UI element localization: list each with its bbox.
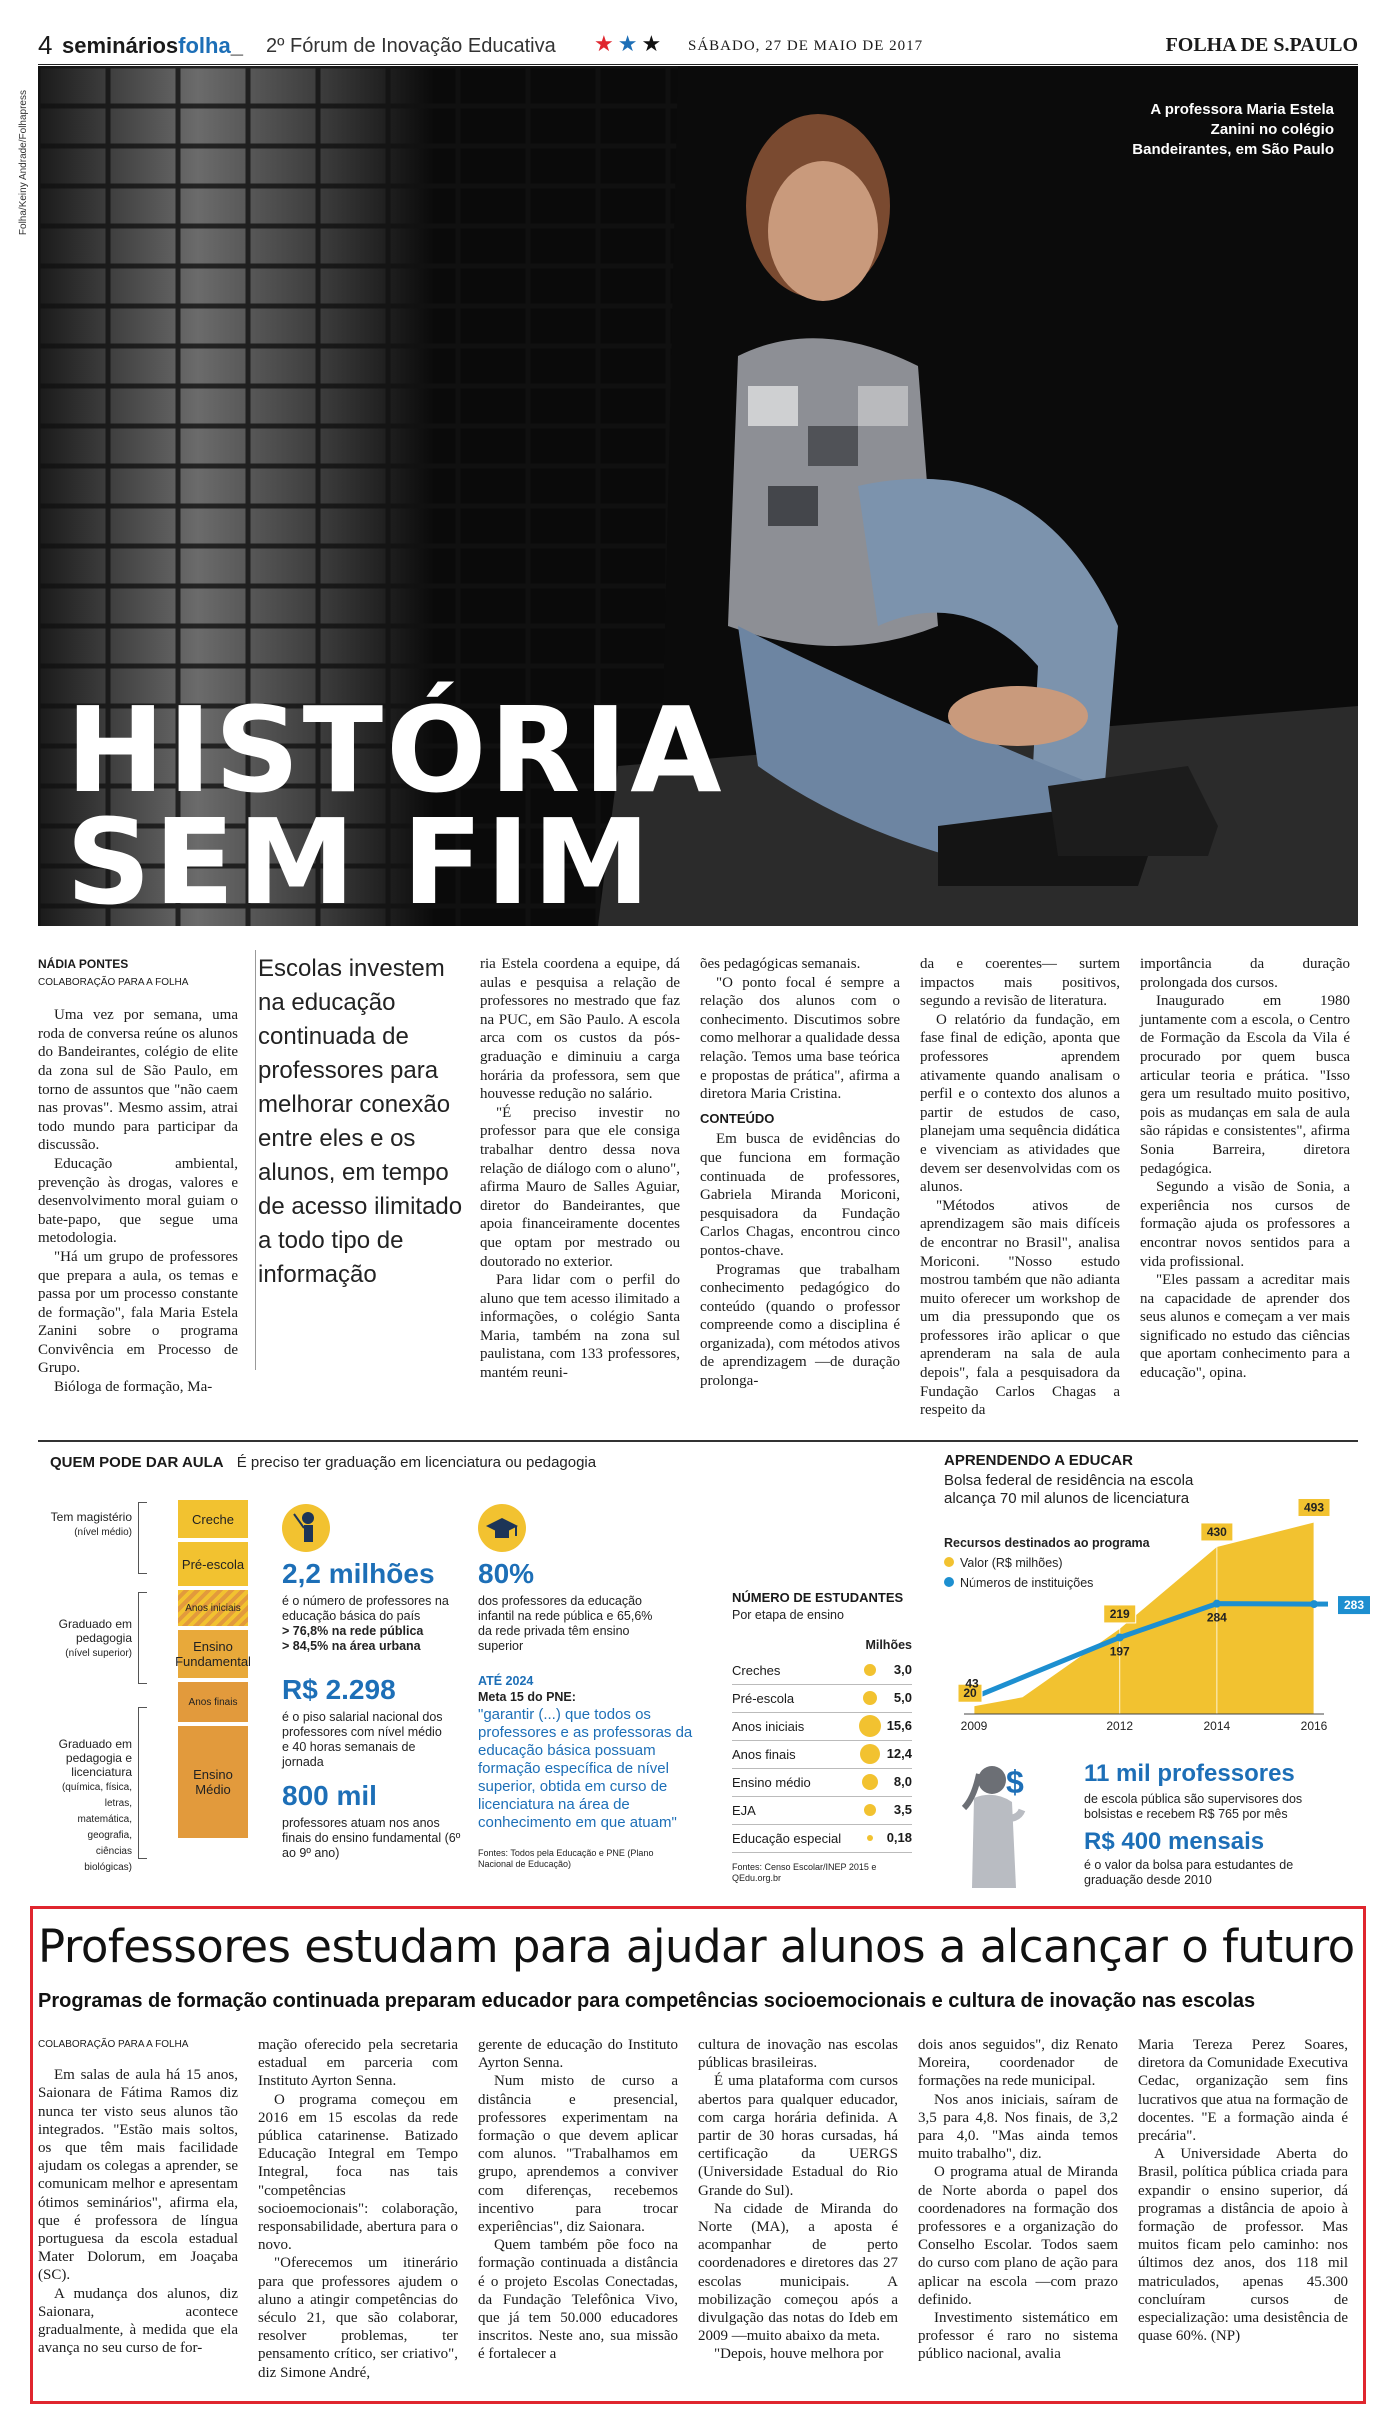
table-row bbox=[732, 1770, 912, 1797]
paragraph: O programa atual de Miranda de Norte aborda o papel dos coordenadores na formação dos professores e a organização do Conselho Escolar. Todos saem do curso com plano de ação para aplicar na escola —com prazo definido. bbox=[918, 2164, 1118, 2308]
paragraph: Inaugurado em 1980 juntamente com a escola, o Centro de Formação da Escola da Vila é procurado por quem busca articular teoria e prática. "Isso gera um resultado muito positivo, pois as mudanças em sala de aula são rápidas e consistentes", afirma Sonia Barreira, diretora pedagógica. bbox=[1140, 993, 1350, 1177]
article1-col4 bbox=[920, 955, 1120, 1420]
article2-byline-role: COLABORAÇÃO PARA A FOLHA bbox=[38, 2039, 189, 2050]
block-pre-escola: Pré-escola bbox=[178, 1542, 248, 1586]
paragraph: importância da duração prolongada dos cursos. bbox=[1140, 956, 1350, 991]
paragraph: O programa começou em 2016 em 15 escolas da rede pública catarinense. Batizado Educação Integral em Tempo Integral, foca nas tais "competências socioemocionais": colaboração, responsabilidade, abertura para o novo. bbox=[258, 2091, 458, 2254]
article1-col2 bbox=[480, 955, 680, 1383]
paragraph: "Eles passam a acreditar mais na capacidade de aprender dos seus alunos e começam a ver mais significado no estudo das ciências que aportam conhecimento para a educação", opina. bbox=[1140, 1272, 1350, 1382]
value-dot bbox=[862, 1774, 879, 1791]
group-label-3-text: Graduado em pedagogia e licenciatura bbox=[58, 1737, 132, 1779]
pull-quote: Escolas investem na educação continuada de professores para melhorar conexão entre eles e os alunos, em tempo de acesso ilimitado a todo tipo de informação bbox=[258, 955, 463, 1288]
page-header bbox=[38, 30, 1358, 65]
row-name: Creches bbox=[732, 1663, 781, 1678]
group-label-1-text: Tem magistério bbox=[50, 1510, 132, 1524]
paragraph: Em salas de aula há 15 anos, Saionara de Fátima Ramos diz nunca ter visto seus alunos tão integrados. "Estão mais soltos, os que têm mais facilidade ajudam os colegas a aprender, se comunicam melhor e apresentam ótimos seminários", afirma ela, que é professora de língua portuguesa da escola estadual Mater Dolorum, em Joaçaba (SC). bbox=[38, 2067, 238, 2284]
row-value: 3,0 bbox=[893, 1662, 912, 1677]
woman-illustration bbox=[954, 1758, 1034, 1888]
paragraph: Quem também põe foco na formação continuada a distância é o projeto Escolas Conectadas, da Fundação Telefônica Vivo, que já tem 50.000 educadores inscritos. Neste ano, sua missão é fortalecer a bbox=[478, 2237, 678, 2363]
institution-label: 197 bbox=[1109, 1644, 1130, 1659]
line-area-chart bbox=[944, 1452, 1365, 1752]
page-number: 4 bbox=[38, 30, 53, 60]
paragraph: "Há um grupo de professores que prepara a aula, os temas e passa por um processo constante de formação", fala Maria Estela Zanini sobre o programa Convivência em Processo de Grupo. bbox=[38, 1248, 238, 1377]
stat-11mil-text: de escola pública são supervisores dos bolsistas e recebem R$ 765 por mês bbox=[1084, 1792, 1303, 1821]
value-dot bbox=[859, 1715, 881, 1737]
value-label: 430 bbox=[1206, 1524, 1227, 1539]
value-dot bbox=[860, 1744, 880, 1764]
bracket-1 bbox=[138, 1502, 147, 1574]
group-label-3-sub: (química, física, letras, matemática, geografia, ciências biológicas) bbox=[61, 1782, 132, 1873]
chart-title: Recursos destinados ao programa bbox=[944, 1536, 1150, 1550]
row-name: Ensino médio bbox=[732, 1775, 811, 1790]
x-tick-label: 2012 bbox=[1106, 1719, 1134, 1733]
stat-800mil: 800 mil bbox=[282, 1780, 377, 1811]
institution-label: 284 bbox=[1206, 1610, 1227, 1625]
x-tick-label: 2016 bbox=[1300, 1719, 1328, 1733]
table-title: NÚMERO DE ESTUDANTES bbox=[732, 1590, 904, 1605]
stat-professores-desc: é o número de professores na educação básica do país bbox=[282, 1594, 449, 1623]
article2-col2 bbox=[258, 2036, 458, 2382]
paragraph: cultura de inovação nas escolas públicas brasileiras. bbox=[698, 2037, 898, 2072]
right-subtitle: Bolsa federal de residência na escola alcança 70 mil alunos de licenciatura bbox=[944, 1472, 1194, 1507]
stat-professores-text bbox=[282, 1594, 472, 1654]
value-dot bbox=[867, 1835, 873, 1841]
infographic-rule bbox=[38, 1440, 1358, 1442]
line-point bbox=[1116, 1633, 1124, 1641]
group-label-2-sub: (nível superior) bbox=[65, 1648, 132, 1659]
stat-80pct-text: dos professores da educação infantil na rede pública e 65,6% da rede privada têm ensino superior bbox=[478, 1594, 653, 1653]
headline bbox=[66, 681, 725, 931]
byline: NÁDIA PONTES bbox=[38, 957, 129, 971]
value-dot bbox=[864, 1664, 876, 1676]
legend-institutions-text: Números de instituições bbox=[960, 1576, 1094, 1590]
paragraph: Programas que trabalham conhecimento pedagógico do conteúdo (quando o professor compreende como a disciplina é organizada), com métodos ativos de aprendizagem —de duração prolonga- bbox=[700, 1261, 900, 1390]
row-name: Anos iniciais bbox=[732, 1719, 805, 1734]
value-dot bbox=[863, 1691, 877, 1705]
info-title-row bbox=[50, 1452, 596, 1471]
stat-400: R$ 400 mensais bbox=[1084, 1828, 1265, 1855]
section-name bbox=[62, 33, 243, 59]
table-row bbox=[732, 1714, 912, 1741]
article2-col4 bbox=[698, 2036, 898, 2364]
photo-caption: A professora Maria Estela Zanini no colégio Bandeirantes, em São Paulo bbox=[1132, 101, 1334, 158]
article2-col3 bbox=[478, 2036, 678, 2364]
group-label-2 bbox=[50, 1617, 132, 1661]
goal-year: ATÉ 2024 bbox=[478, 1674, 534, 1688]
stat-professores-b1: > 76,8% na rede pública bbox=[282, 1624, 424, 1638]
headline-line-1: HISTÓRIA bbox=[66, 681, 725, 819]
legend-value-text: Valor (R$ milhões) bbox=[960, 1556, 1063, 1570]
paragraph: A Universidade Aberta do Brasil, política pública criada para expandir o ensino superior, dá programas a distância de apoio à formação de professor. Mas muitos ficam pelo caminho: nos últimos dez anos, dos 118 mil matriculados, apenas 45.300 concluíram cursos de especialização: uma desistência de quase 60%. (NP) bbox=[1138, 2146, 1348, 2345]
infographic-right bbox=[944, 1452, 1365, 1892]
group-label-3 bbox=[50, 1737, 132, 1875]
article1-col3 bbox=[700, 955, 900, 1391]
paragraph: mação oferecido pela secretaria estadual em parceria com Instituto Ayrton Senna. bbox=[258, 2037, 458, 2090]
newspaper-name: FOLHA DE S.PAULO bbox=[1165, 34, 1358, 56]
paragraph: É uma plataforma com cursos abertos para qualquer educador, com carga horária definida. A partir de 30 horas cursadas, há certificação da UERGS (Universidade Estadual do Rio Grande do Sul). bbox=[698, 2073, 898, 2199]
table-row bbox=[732, 1686, 912, 1713]
table-subtitle: Por etapa de ensino bbox=[732, 1608, 844, 1622]
value-label: 219 bbox=[1109, 1606, 1130, 1621]
stars-icon: ★★★ bbox=[594, 32, 666, 57]
article2-title: Professores estudam para ajudar alunos a alcançar o futuro bbox=[38, 1920, 1355, 1973]
table-source: Fontes: Censo Escolar/INEP 2015 e QEdu.org.br bbox=[732, 1862, 877, 1883]
section-name-b: folha bbox=[178, 33, 231, 58]
paragraph: Para lidar com o perfil do aluno que tem acesso ilimitado a informações, o colégio Santa Maria, também na zona sul paulistana, com 133 professores, mantém reuni- bbox=[480, 1272, 680, 1382]
article2-deck: Programas de formação continuada preparam educador para competências socioemocionais e cultura de inovação nas escolas bbox=[38, 1990, 1256, 2012]
row-value: 12,4 bbox=[886, 1746, 912, 1761]
section-name-c: _ bbox=[230, 33, 243, 58]
paragraph: Uma vez por semana, uma roda de conversa reúne os alunos do Bandeirantes, colégio de elite da zona sul de São Paulo, em torno de assuntos que "não caem nas provas". Mesmo assim, atrai todo mundo para participar da discussão. bbox=[38, 1007, 238, 1154]
paragraph: "Métodos ativos de aprendizagem são mais difíceis de encontrar no Brasil", analisa Moriconi. "Nosso estudo mostrou também que não adianta muito oferecer um workshop de um dia pressupondo que os professores irão aplicar o que aprenderam na sala de aula depois", fala a pesquisadora da Fundação Carlos Chagas a respeito da bbox=[920, 1197, 1120, 1419]
graduation-cap-icon bbox=[478, 1504, 526, 1552]
paragraph: Educação ambiental, prevenção às drogas, valores e desenvolvimento moral guiam o bate-papo, que segue uma metodologia. bbox=[38, 1155, 238, 1247]
block-anos-iniciais: Anos iniciais bbox=[178, 1590, 248, 1626]
group-label-2-text: Graduado em pedagogia bbox=[58, 1617, 132, 1645]
dollar-icon: $ bbox=[1006, 1764, 1024, 1800]
paragraph: Nos anos iniciais, saíram de 3,5 para 4,8. Nos finais, de 3,2 para 4,0. "Mas ainda temos muito trabalho", diz. bbox=[918, 2091, 1118, 2163]
paragraph: da e coerentes— surtem impactos mais positivos, segundo a revisão de literatura. bbox=[920, 956, 1120, 1010]
row-name: Pré-escola bbox=[732, 1691, 795, 1706]
value-dot bbox=[864, 1804, 877, 1817]
article2-col1 bbox=[38, 2036, 238, 2357]
value-label: 20 bbox=[963, 1686, 977, 1701]
paragraph: O relatório da fundação, em fase final de edição, aponta que professores aprendem ativamente quando analisam o perfil e o contexto dos alunos a partir de estudos de caso, planejam uma sequência didática e vivenciam as atividades que devem ser desenvolvidas com os alunos. bbox=[920, 1011, 1120, 1196]
row-name: Anos finais bbox=[732, 1747, 796, 1762]
infographic-left bbox=[50, 1452, 710, 1892]
article1-col5 bbox=[1140, 955, 1350, 1383]
table-rows bbox=[732, 1658, 912, 1854]
table-unit: Milhões bbox=[865, 1638, 912, 1652]
line-point bbox=[1213, 1600, 1221, 1608]
paragraph: "O ponto focal é sempre a relação dos alunos com o conhecimento. Discutimos sobre como melhorar a qualidade dessa relação. Temos uma base teórica e propostas de prática", afirma a diretora Maria Cristina. bbox=[700, 974, 900, 1103]
stat-professores-b2: > 84,5% na área urbana bbox=[282, 1639, 421, 1653]
info-subtitle: É preciso ter graduação em licenciatura ou pedagogia bbox=[236, 1454, 597, 1471]
paragraph: dois anos seguidos", diz Renato Moreira, coordenador de formações na rede municipal. bbox=[918, 2037, 1118, 2090]
paragraph: Segundo a visão de Sonia, a experiência nos cursos de formação ajuda os professores a encontrar novos sentidos para a vida profissional. bbox=[1140, 1179, 1350, 1270]
info-title: QUEM PODE DAR AULA bbox=[50, 1454, 224, 1471]
stat-piso: R$ 2.298 bbox=[282, 1674, 396, 1705]
goal-label: Meta 15 do PNE: bbox=[478, 1690, 576, 1704]
right-title: APRENDENDO A EDUCAR bbox=[944, 1452, 1133, 1469]
forum-title: 2º Fórum de Inovação Educativa bbox=[266, 35, 556, 57]
article2-col6 bbox=[1138, 2036, 1348, 2345]
photo-credit: Folha/Keiny Andrade/Folhapress bbox=[18, 90, 29, 236]
group-label-1-sub: (nível médio) bbox=[74, 1527, 132, 1538]
headline-line-2: SEM FIM bbox=[66, 793, 654, 931]
block-anos-finais: Anos finais bbox=[178, 1682, 248, 1722]
row-name: Educação especial bbox=[732, 1831, 842, 1846]
teacher-icon bbox=[282, 1504, 330, 1552]
paragraph: Na cidade de Miranda do Norte (MA), a aposta é acompanhar de perto coordenadores e diretores das 27 escolas municipais. A mobilização começou após a divulgação das notas do Ideb em 2009 —muito abaixo da meta. bbox=[698, 2200, 898, 2345]
stat-11mil: 11 mil professores bbox=[1084, 1760, 1295, 1787]
paragraph: gerente de educação do Instituto Ayrton Senna. bbox=[478, 2037, 678, 2072]
feature-photo bbox=[38, 66, 1358, 931]
paragraph: Bióloga de formação, Ma- bbox=[54, 1379, 213, 1396]
table-row bbox=[732, 1826, 912, 1853]
x-tick-label: 2014 bbox=[1203, 1719, 1231, 1733]
article1-col1 bbox=[38, 955, 238, 1397]
paragraph: Em busca de evidências do que funciona em formação continuada de professores, Gabriela Miranda Moriconi, pesquisadora da Fundação Carlos Chagas, encontrou cinco pontos-chave. bbox=[700, 1131, 900, 1259]
value-label: 493 bbox=[1303, 1500, 1325, 1515]
paragraph: ões pedagógicas semanais. bbox=[700, 956, 861, 972]
students-table bbox=[732, 1590, 912, 1890]
table-row bbox=[732, 1798, 912, 1825]
goal-text: "garantir (...) que todos os professores e as professoras da educação básica possuam formação específica de nível superior, obtida em curso de licenciatura na área de conhecimento em que atuam" bbox=[478, 1706, 693, 1831]
block-creche: Creche bbox=[178, 1500, 248, 1538]
paragraph: Investimento sistemático em professor é raro no sistema público nacional, avalia bbox=[918, 2310, 1118, 2363]
left-source: Fontes: Todos pela Educação e PNE (Plano Nacional de Educação) bbox=[478, 1848, 654, 1869]
row-name: EJA bbox=[732, 1803, 756, 1818]
stat-400-text: é o valor da bolsa para estudantes de graduação desde 2010 bbox=[1084, 1858, 1294, 1887]
institution-label: 283 bbox=[1343, 1598, 1365, 1613]
block-fundamental: Ensino Fundamental bbox=[178, 1630, 248, 1678]
stat-800mil-text: professores atuam nos anos finais do ensino fundamental (6º ao 9º ano) bbox=[282, 1816, 461, 1860]
paragraph: Maria Tereza Perez Soares, diretora da Comunidade Executiva Cedac, organização sem fins lucrativos que atua na formação de docentes. "E a formação ainda é precária". bbox=[1138, 2037, 1348, 2145]
paragraph: ria Estela coordena a equipe, dá aulas e pesquisa a relação de professores no mestrado que faz na PUC, em São Paulo. A escola arca com os custos da pós-graduação e diminuiu a carga horária da professora, sem que houvesse redução no salário. bbox=[480, 956, 680, 1103]
pull-quote-rule bbox=[255, 950, 256, 1370]
row-value: 3,5 bbox=[893, 1802, 912, 1817]
paragraph: A mudança dos alunos, diz Saionara, acontece gradualmente, à medida que ela avança no seu curso de for- bbox=[38, 2285, 238, 2357]
group-label-1 bbox=[50, 1510, 132, 1540]
section-name-a: seminários bbox=[62, 33, 179, 58]
x-tick-label: 2009 bbox=[960, 1719, 988, 1733]
bracket-3 bbox=[138, 1707, 147, 1859]
bracket-2 bbox=[138, 1592, 147, 1684]
stat-80pct: 80% bbox=[478, 1558, 535, 1589]
row-value: 15,6 bbox=[886, 1718, 912, 1733]
row-value: 8,0 bbox=[893, 1774, 912, 1789]
table-row bbox=[732, 1742, 912, 1769]
paragraph: Num misto de curso a distância e presencial, professores experimentam na formação o que devem aplicar com alunos. "Trabalhamos em grupo, aprendemos a conviver com diferenças, recebemos incentivo para trocar experiências", diz Saionara. bbox=[478, 2073, 678, 2236]
byline-role: COLABORAÇÃO PARA A FOLHA bbox=[38, 976, 189, 988]
article2-col5 bbox=[918, 2036, 1118, 2364]
paragraph: "Depois, houve melhora por bbox=[714, 2346, 884, 2363]
dateline: SÁBADO, 27 DE MAIO DE 2017 bbox=[688, 38, 924, 54]
stat-professores: 2,2 milhões bbox=[282, 1558, 435, 1589]
institution-label: 43 bbox=[965, 1676, 979, 1691]
stat-piso-text: é o piso salarial nacional dos professores com nível médio e 40 horas semanais de jornada bbox=[282, 1710, 443, 1769]
table-row bbox=[732, 1658, 912, 1685]
paragraph: "Oferecemos um itinerário para que professores ajudem o aluno a atingir competências do século 21, que são colaborar, resolver problemas, ter pensamento crítico, ser criativo", diz Simone André, bbox=[258, 2255, 458, 2381]
row-value: 5,0 bbox=[893, 1690, 912, 1705]
subhead: CONTEÚDO bbox=[700, 1110, 775, 1126]
area-series bbox=[974, 1522, 1314, 1714]
row-value: 0,18 bbox=[886, 1830, 912, 1845]
block-ensino-medio: Ensino Médio bbox=[178, 1726, 248, 1838]
paragraph: "É preciso investir no professor para que ele consiga trabalhar dentro dessa nova relação de diálogo com o aluno", afirma Mauro de Salles Aguiar, diretor do Bandeirantes, que apoia financeiramente docentes que optam por mestrado ou doutorado no exterior. bbox=[480, 1104, 680, 1270]
